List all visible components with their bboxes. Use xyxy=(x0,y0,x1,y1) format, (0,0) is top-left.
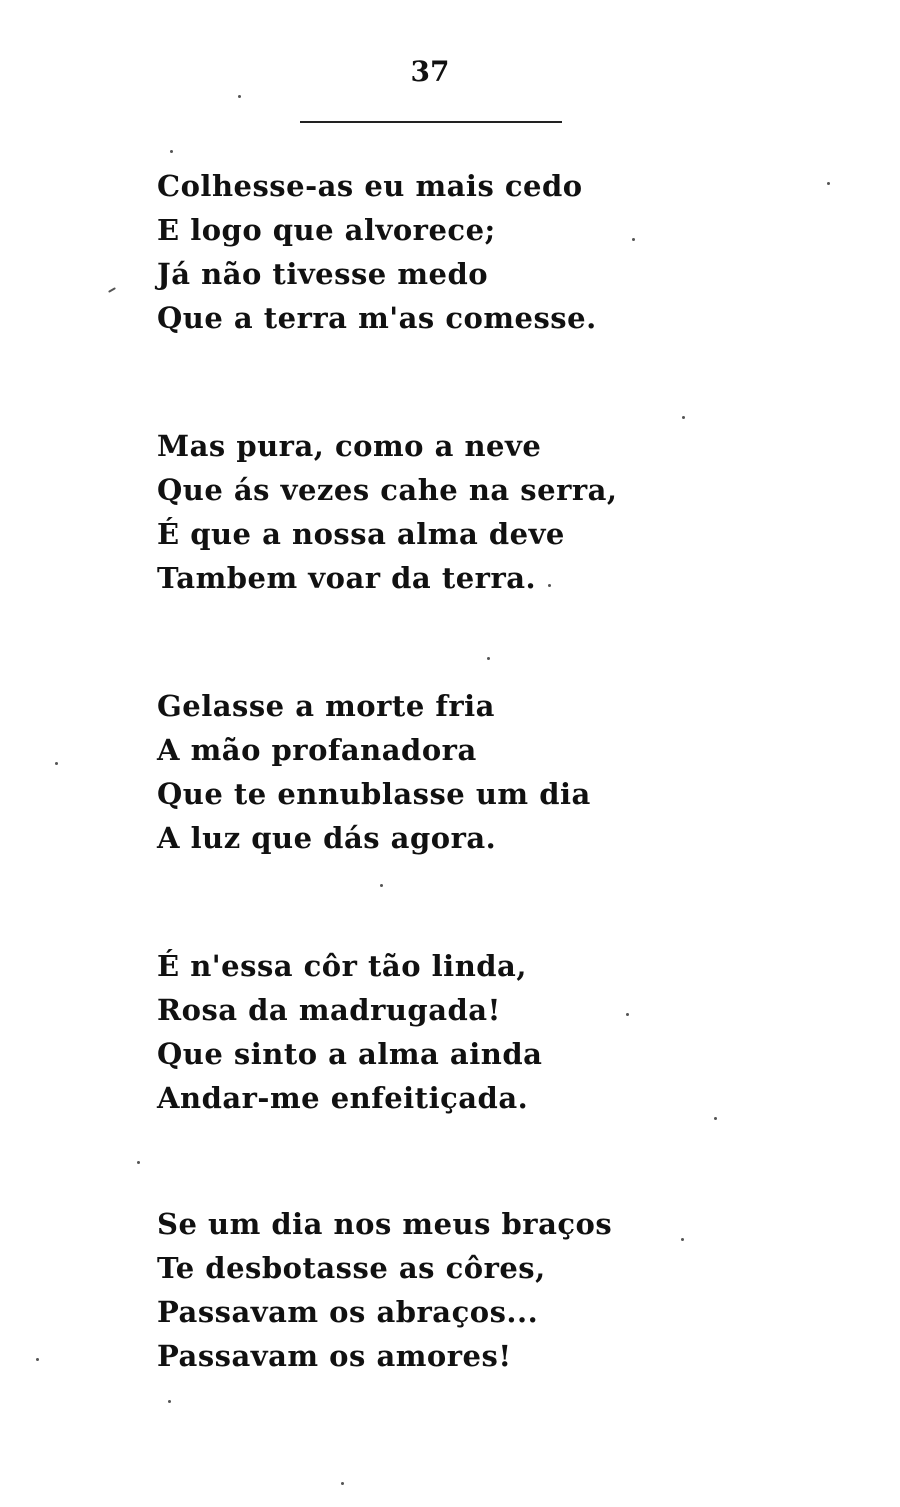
verse-line: Passavam os amores! xyxy=(157,1339,512,1373)
stanza-4 xyxy=(157,944,542,1120)
stanza-2 xyxy=(157,424,618,600)
scan-speck xyxy=(487,657,490,660)
verse-line: Gelasse a morte fria xyxy=(157,689,495,723)
verse-line: É que a nossa alma deve xyxy=(157,517,565,551)
scan-speck xyxy=(681,1238,684,1241)
verse-line: Colhesse-as eu mais cedo xyxy=(157,169,583,203)
scan-speck xyxy=(55,762,58,765)
verse-line: Que sinto a alma ainda xyxy=(157,1037,543,1071)
header-rule xyxy=(300,121,562,123)
scan-speck xyxy=(170,150,173,153)
scan-speck xyxy=(548,584,551,587)
scan-speck xyxy=(137,1161,140,1164)
stanza-3 xyxy=(157,684,591,860)
page-number: 37 xyxy=(410,55,450,88)
scan-speck xyxy=(682,416,685,419)
scan-speck xyxy=(714,1117,717,1120)
scan-speck xyxy=(341,1482,344,1485)
scan-speck xyxy=(238,95,241,98)
scan-speck xyxy=(108,287,116,293)
verse-line: É n'essa côr tão linda, xyxy=(157,949,527,983)
scan-speck xyxy=(168,1400,171,1403)
verse-line: Que te ennublasse um dia xyxy=(157,777,591,811)
scan-speck xyxy=(632,238,635,241)
scan-speck xyxy=(36,1358,39,1361)
verse-line: Te desbotasse as côres, xyxy=(157,1251,546,1285)
stanza-1 xyxy=(157,164,597,340)
verse-line: A luz que dás agora. xyxy=(157,821,497,855)
scan-speck xyxy=(626,1013,629,1016)
verse-line: Já não tivesse medo xyxy=(157,257,489,291)
verse-line: Que a terra m'as comesse. xyxy=(157,301,597,335)
verse-line: Tambem voar da terra. xyxy=(157,561,537,595)
verse-line: A mão profanadora xyxy=(157,733,477,767)
verse-line: Que ás vezes cahe na serra, xyxy=(157,473,618,507)
scan-speck xyxy=(380,884,383,887)
verse-line: Se um dia nos meus braços xyxy=(157,1207,613,1241)
verse-line: Passavam os abraços... xyxy=(157,1295,539,1329)
verse-line: E logo que alvorece; xyxy=(157,213,496,247)
verse-line: Andar-me enfeitiçada. xyxy=(157,1081,529,1115)
stanza-5 xyxy=(157,1202,612,1378)
scan-speck xyxy=(827,182,830,185)
verse-line: Rosa da madrugada! xyxy=(157,993,501,1027)
verse-line: Mas pura, como a neve xyxy=(157,429,542,463)
